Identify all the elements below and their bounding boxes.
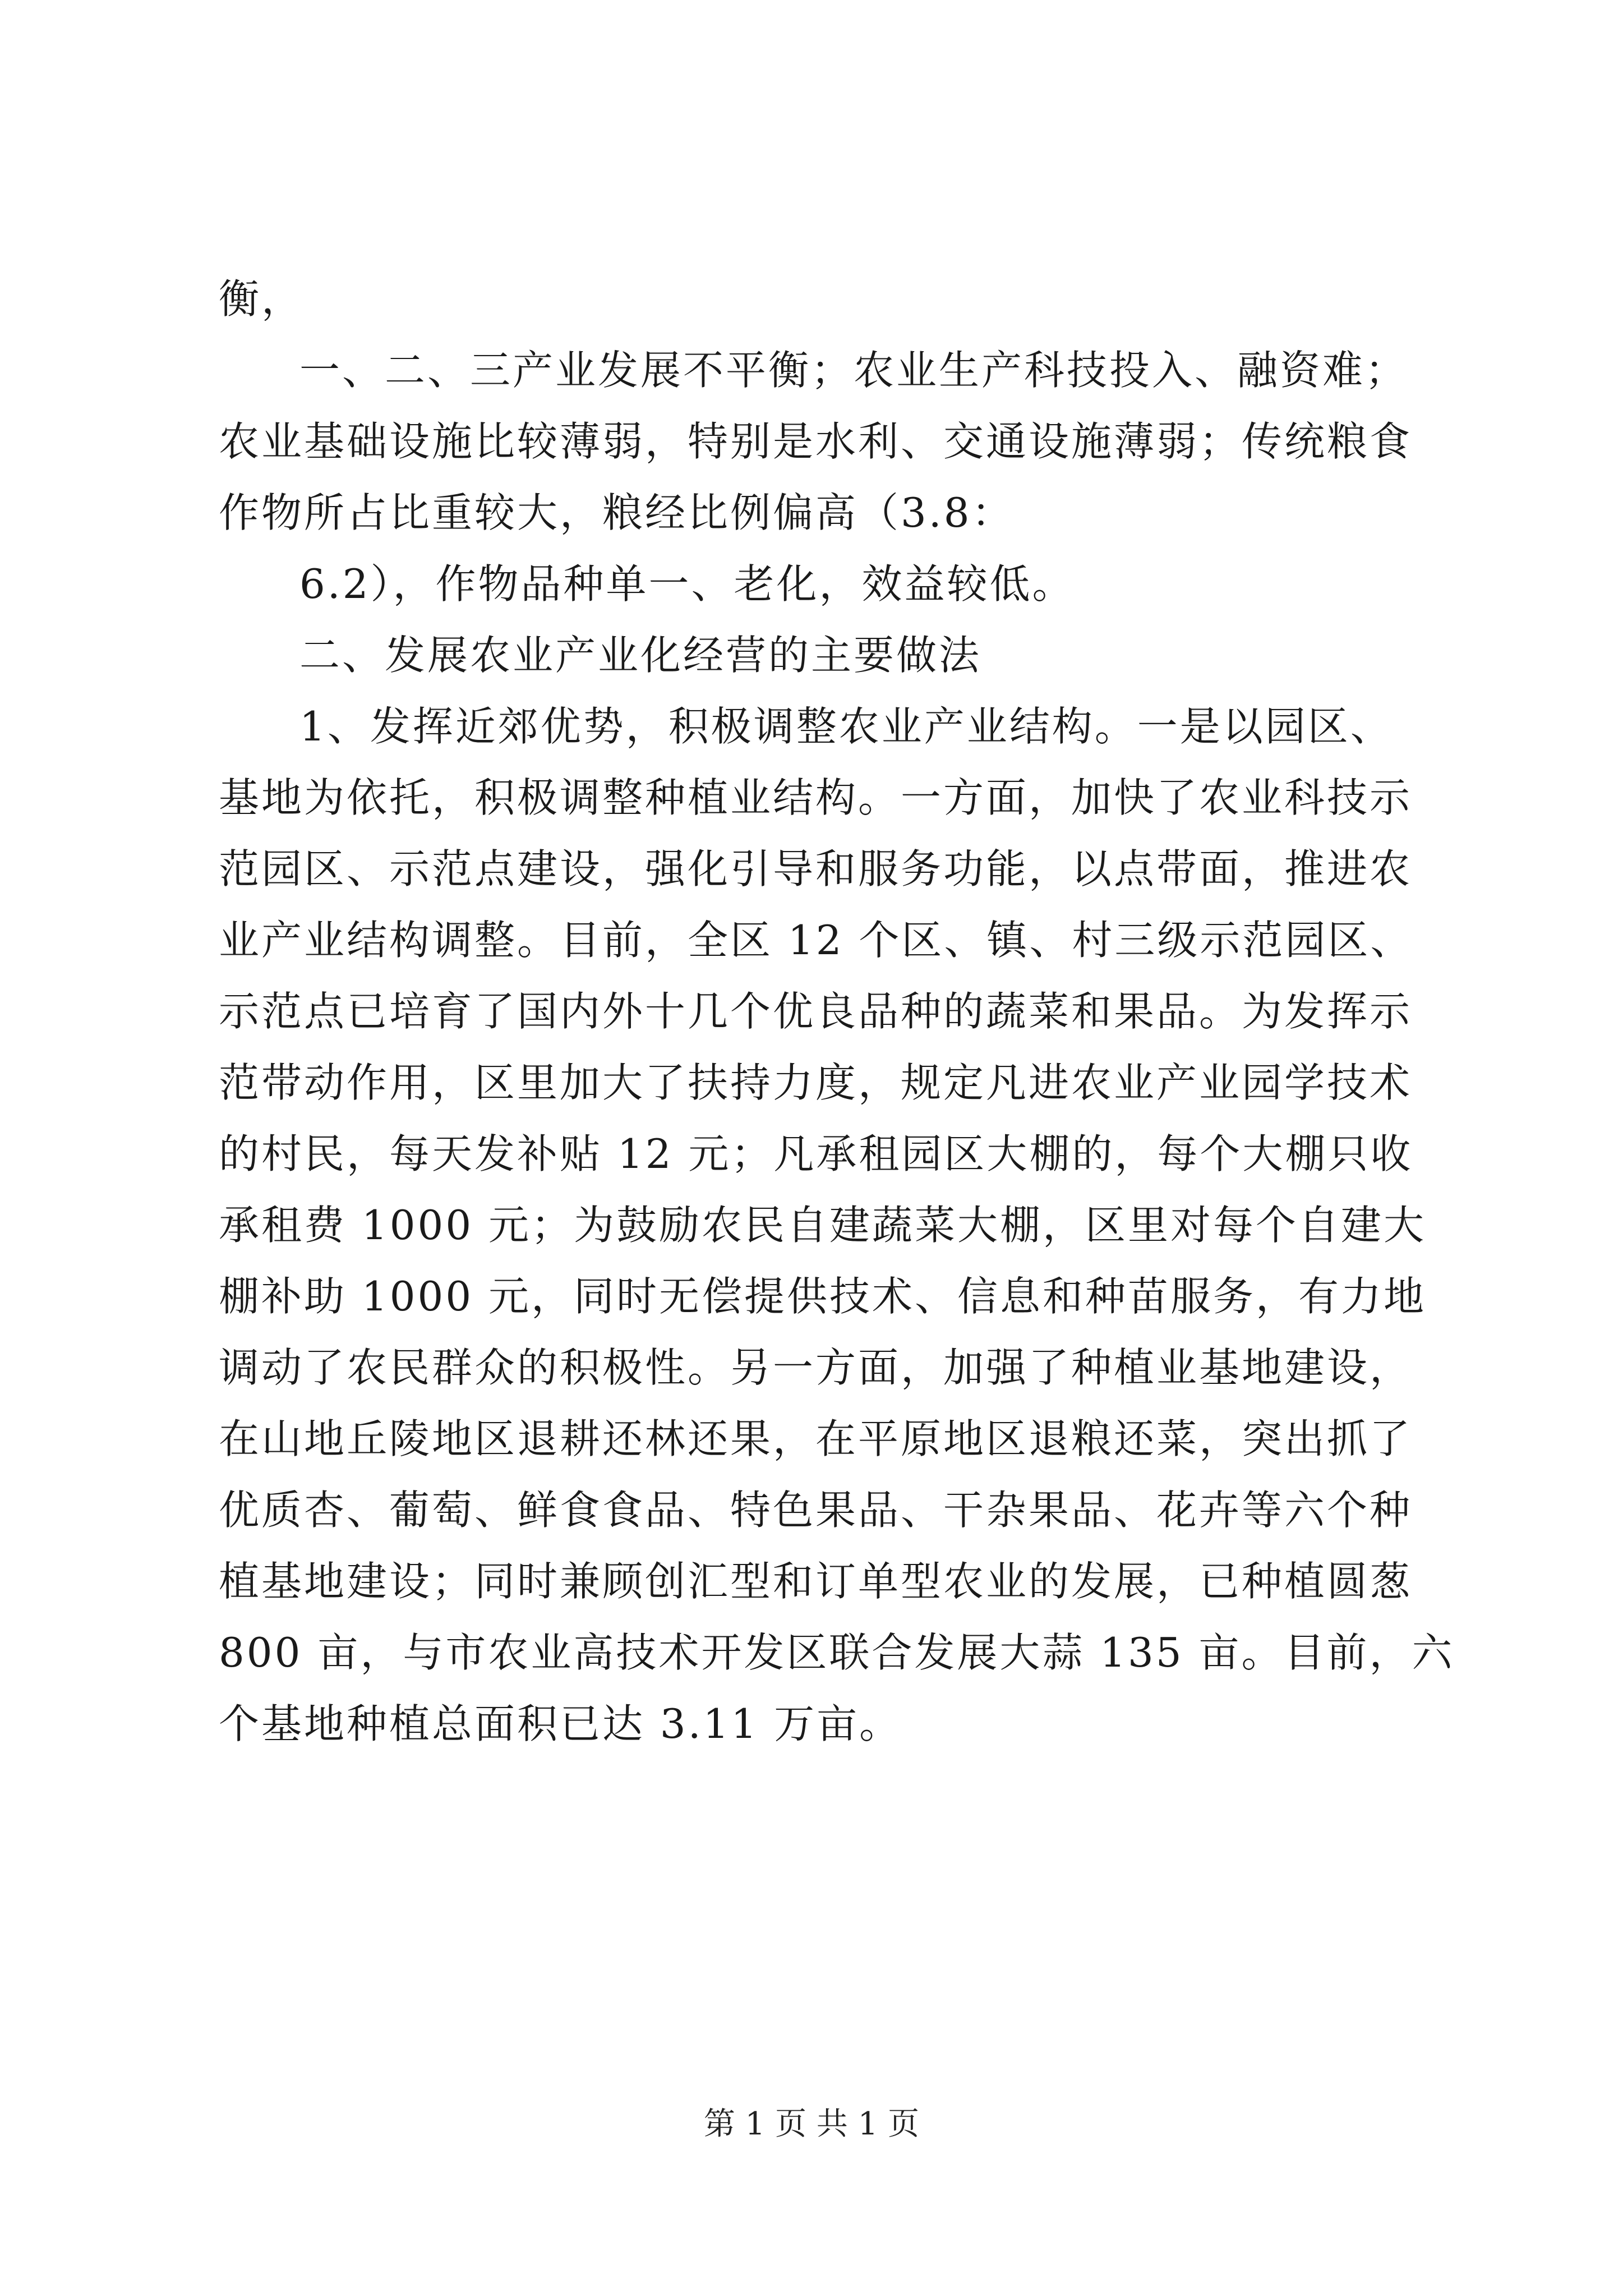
text-line: 作物所占比重较大，粮经比例偏高（3.8：	[219, 489, 1015, 536]
text-line: 6.2），作物品种单一、老化，效益较低。	[299, 560, 1075, 608]
text-line: 范园区、示范点建设，强化引导和服务功能，以点带面，推进农	[219, 845, 1413, 892]
text-line: 优质杏、葡萄、鲜食食品、特色果品、干杂果品、花卉等六个种	[219, 1487, 1413, 1534]
text-line: 在山地丘陵地区退耕还林还果，在平原地区退粮还菜，突出抓了	[219, 1415, 1413, 1462]
text-line: 个基地种植总面积已达 3.11 万亩。	[219, 1700, 902, 1747]
page-number-label: 第 1 页 共 1 页	[703, 2106, 920, 2142]
text-line: 的村民，每天发补贴 12 元；凡承租园区大棚的，每个大棚只收	[219, 1130, 1413, 1177]
text-line: 农业基础设施比较薄弱，特别是水利、交通设施薄弱；传统粮食	[219, 418, 1413, 465]
text-line: 示范点已培育了国内外十几个优良品种的蔬菜和果品。为发挥示	[219, 988, 1413, 1035]
document-body	[219, 264, 1455, 1760]
text-line: 调动了农民群众的积极性。另一方面，加强了种植业基地建设，	[219, 1344, 1413, 1391]
section-heading: 二、发展农业产业化经营的主要做法	[299, 632, 982, 679]
text-line: 一、二、三产业发展不平衡；农业生产科技投入、融资难；	[299, 347, 1408, 394]
text-line: 业产业结构调整。目前，全区 12 个区、镇、村三级示范园区、	[219, 917, 1413, 964]
text-line: 植基地建设；同时兼顾创汇型和订单型农业的发展，已种植圆葱	[219, 1558, 1413, 1605]
text-line: 基地为依托，积极调整种植业结构。一方面，加快了农业科技示	[219, 774, 1413, 821]
text-line: 范带动作用，区里加大了扶持力度，规定凡进农业产业园学技术	[219, 1059, 1413, 1106]
text-line: 承租费 1000 元；为鼓励农民自建蔬菜大棚，区里对每个自建大	[219, 1202, 1427, 1249]
text-line: 棚补助 1000 元，同时无偿提供技术、信息和种苗服务，有力地	[219, 1273, 1427, 1320]
text-line: 800 亩，与市农业高技术开发区联合发展大蒜 135 亩。目前，六	[219, 1629, 1455, 1676]
text-line: 1、发挥近郊优势，积极调整农业产业结构。一是以园区、	[299, 703, 1393, 750]
page-footer	[0, 2105, 1623, 2144]
text-line: 衡，	[219, 275, 305, 323]
